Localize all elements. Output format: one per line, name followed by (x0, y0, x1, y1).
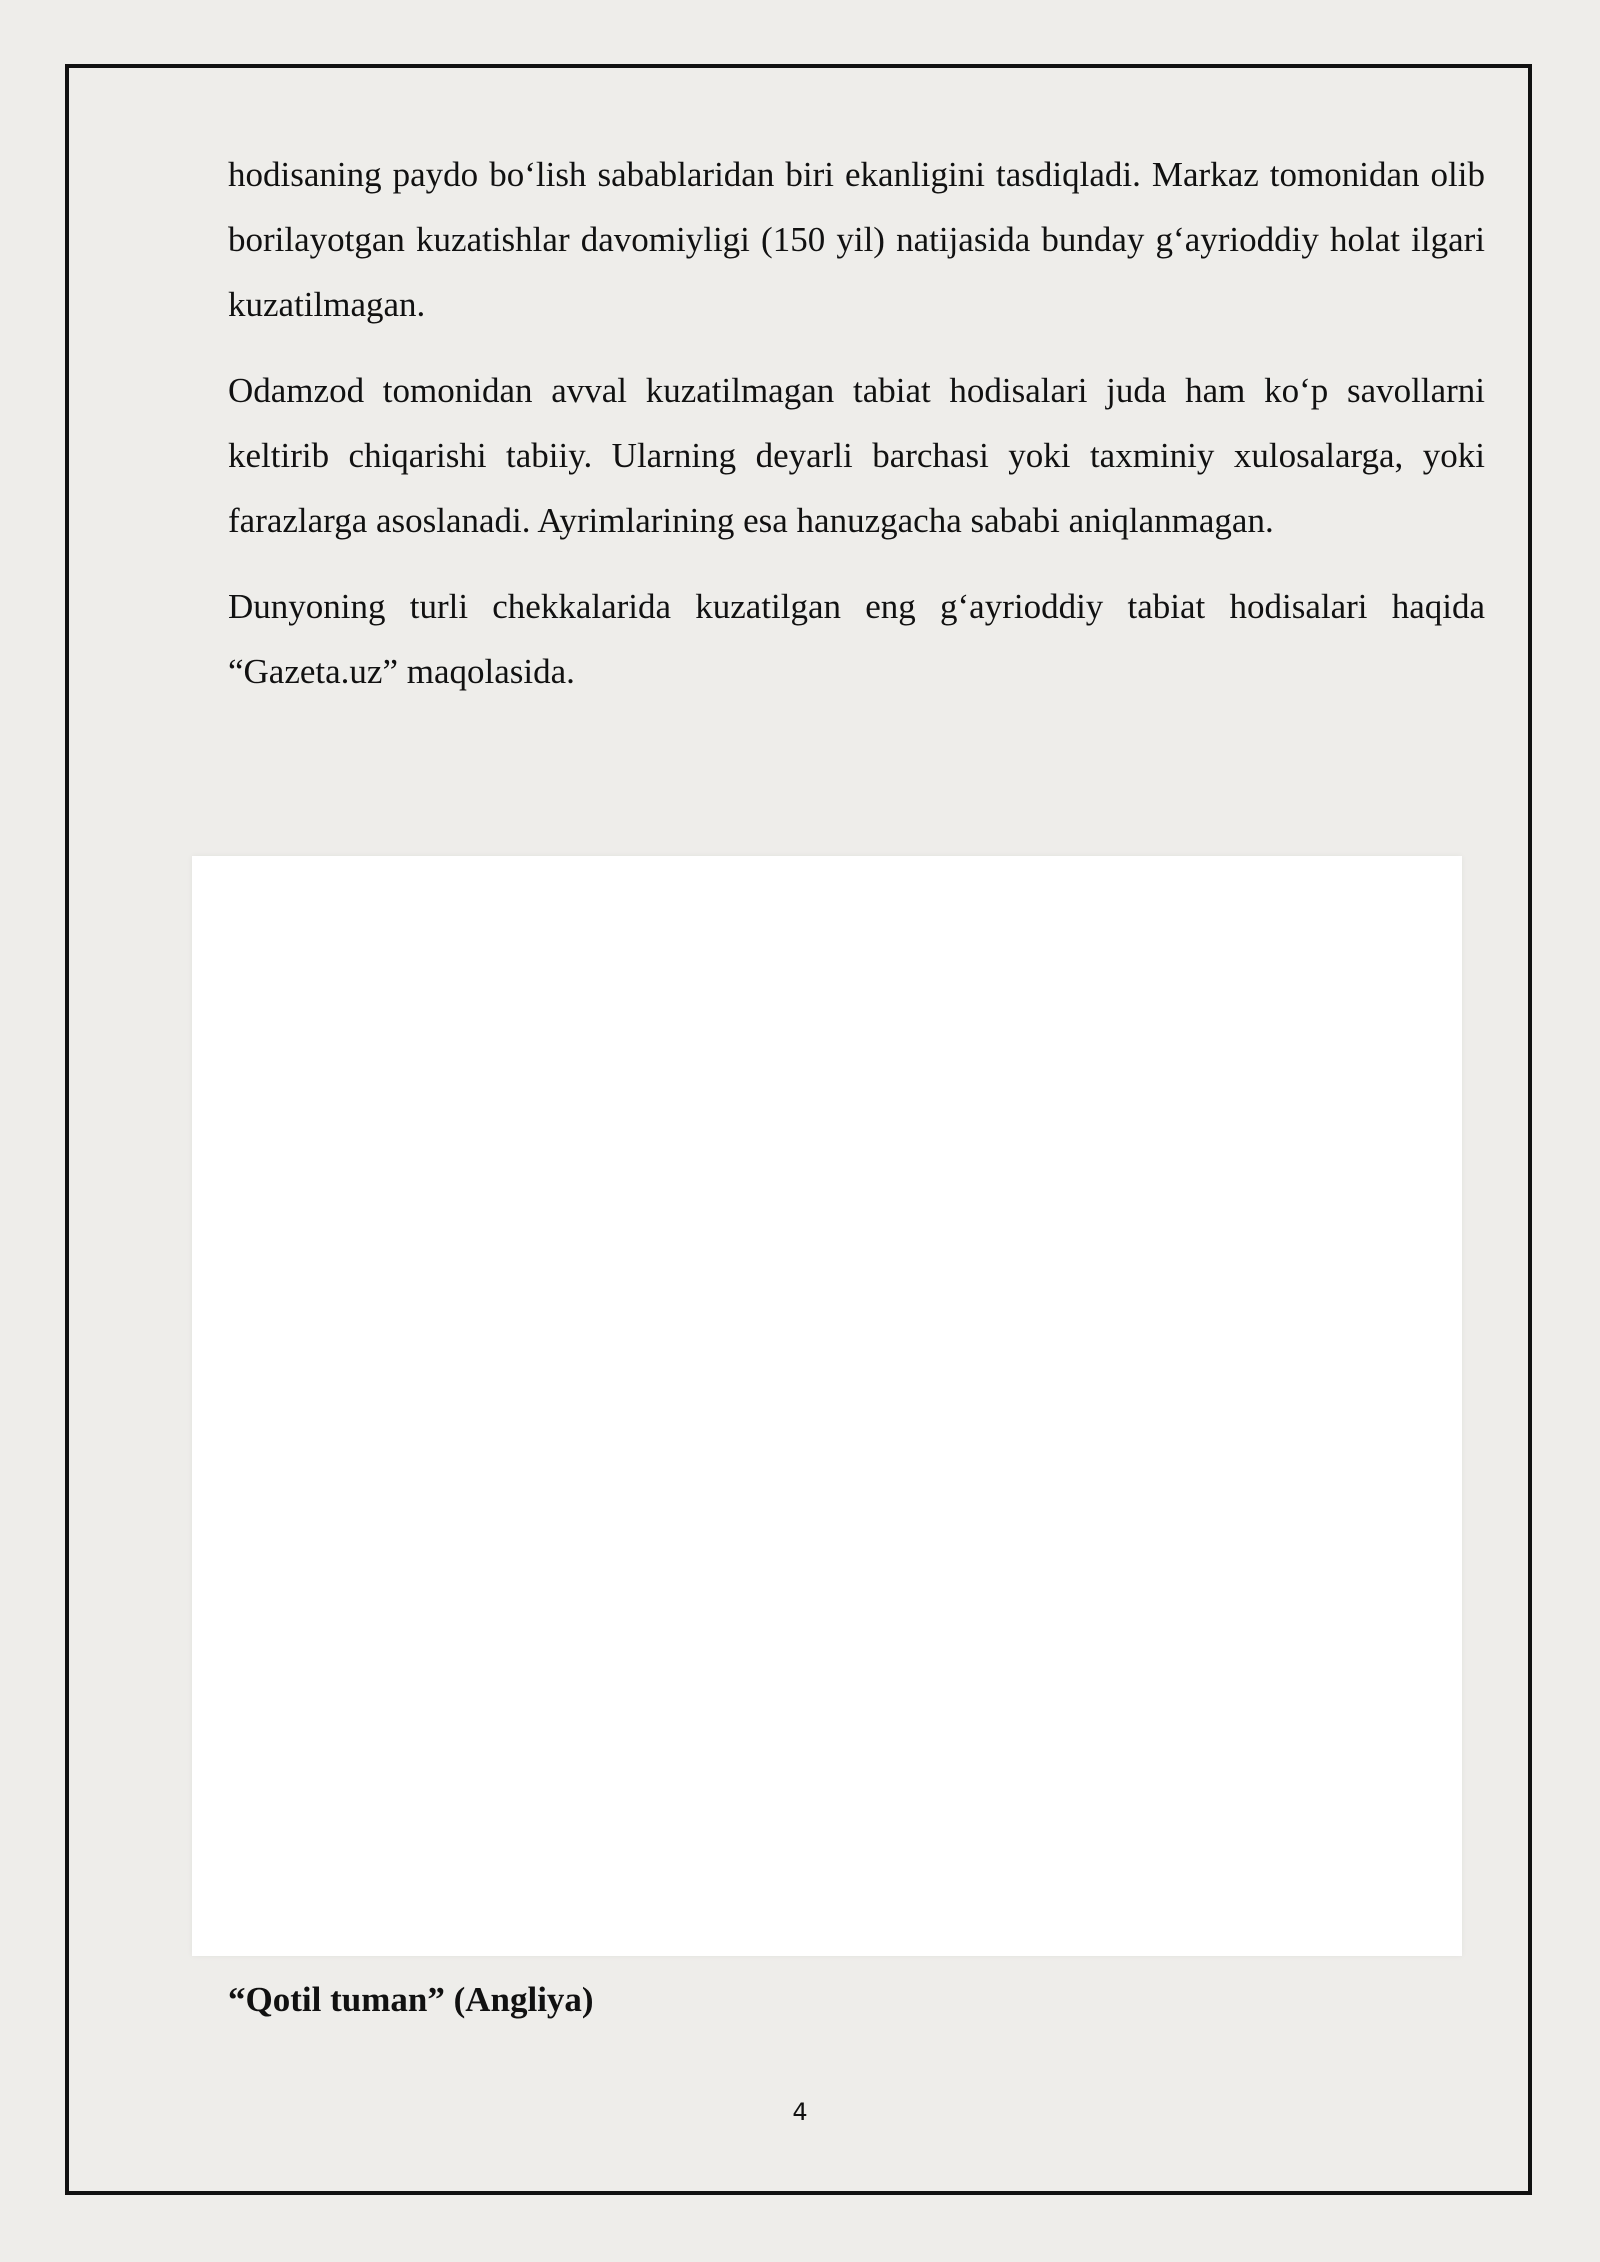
page-number: 4 (792, 2098, 808, 2126)
paragraph: Dunyoning turli chekkalarida kuzatilgan eng g‘ayrioddiy tabiat hodisalari haqida “Gazeta.uz” maqolasida. (228, 587, 1485, 691)
paragraph: hodisaning paydo bo‘lish sabablaridan biri ekanligini tasdiqladi. Markaz tomonidan olib borilayotgan kuzatishlar davomiyligi (150 yil) natijasida bunday g‘ayrioddiy holat ilgari kuzatilmagan. (228, 155, 1485, 324)
article-body (228, 142, 1485, 725)
figure-image (192, 856, 1462, 1956)
paragraph: Odamzod tomonidan avval kuzatilmagan tabiat hodisalari juda ham ko‘p savollarni keltirib chiqarishi tabiiy. Ularning deyarli barchasi yoki taxminiy xulosalarga, yoki farazlarga asoslanadi. Ayrimlarining esa hanuzgacha sababi aniqlanmagan. (228, 371, 1485, 540)
figure-caption: “Qotil tuman” (Angliya) (228, 1980, 594, 2019)
